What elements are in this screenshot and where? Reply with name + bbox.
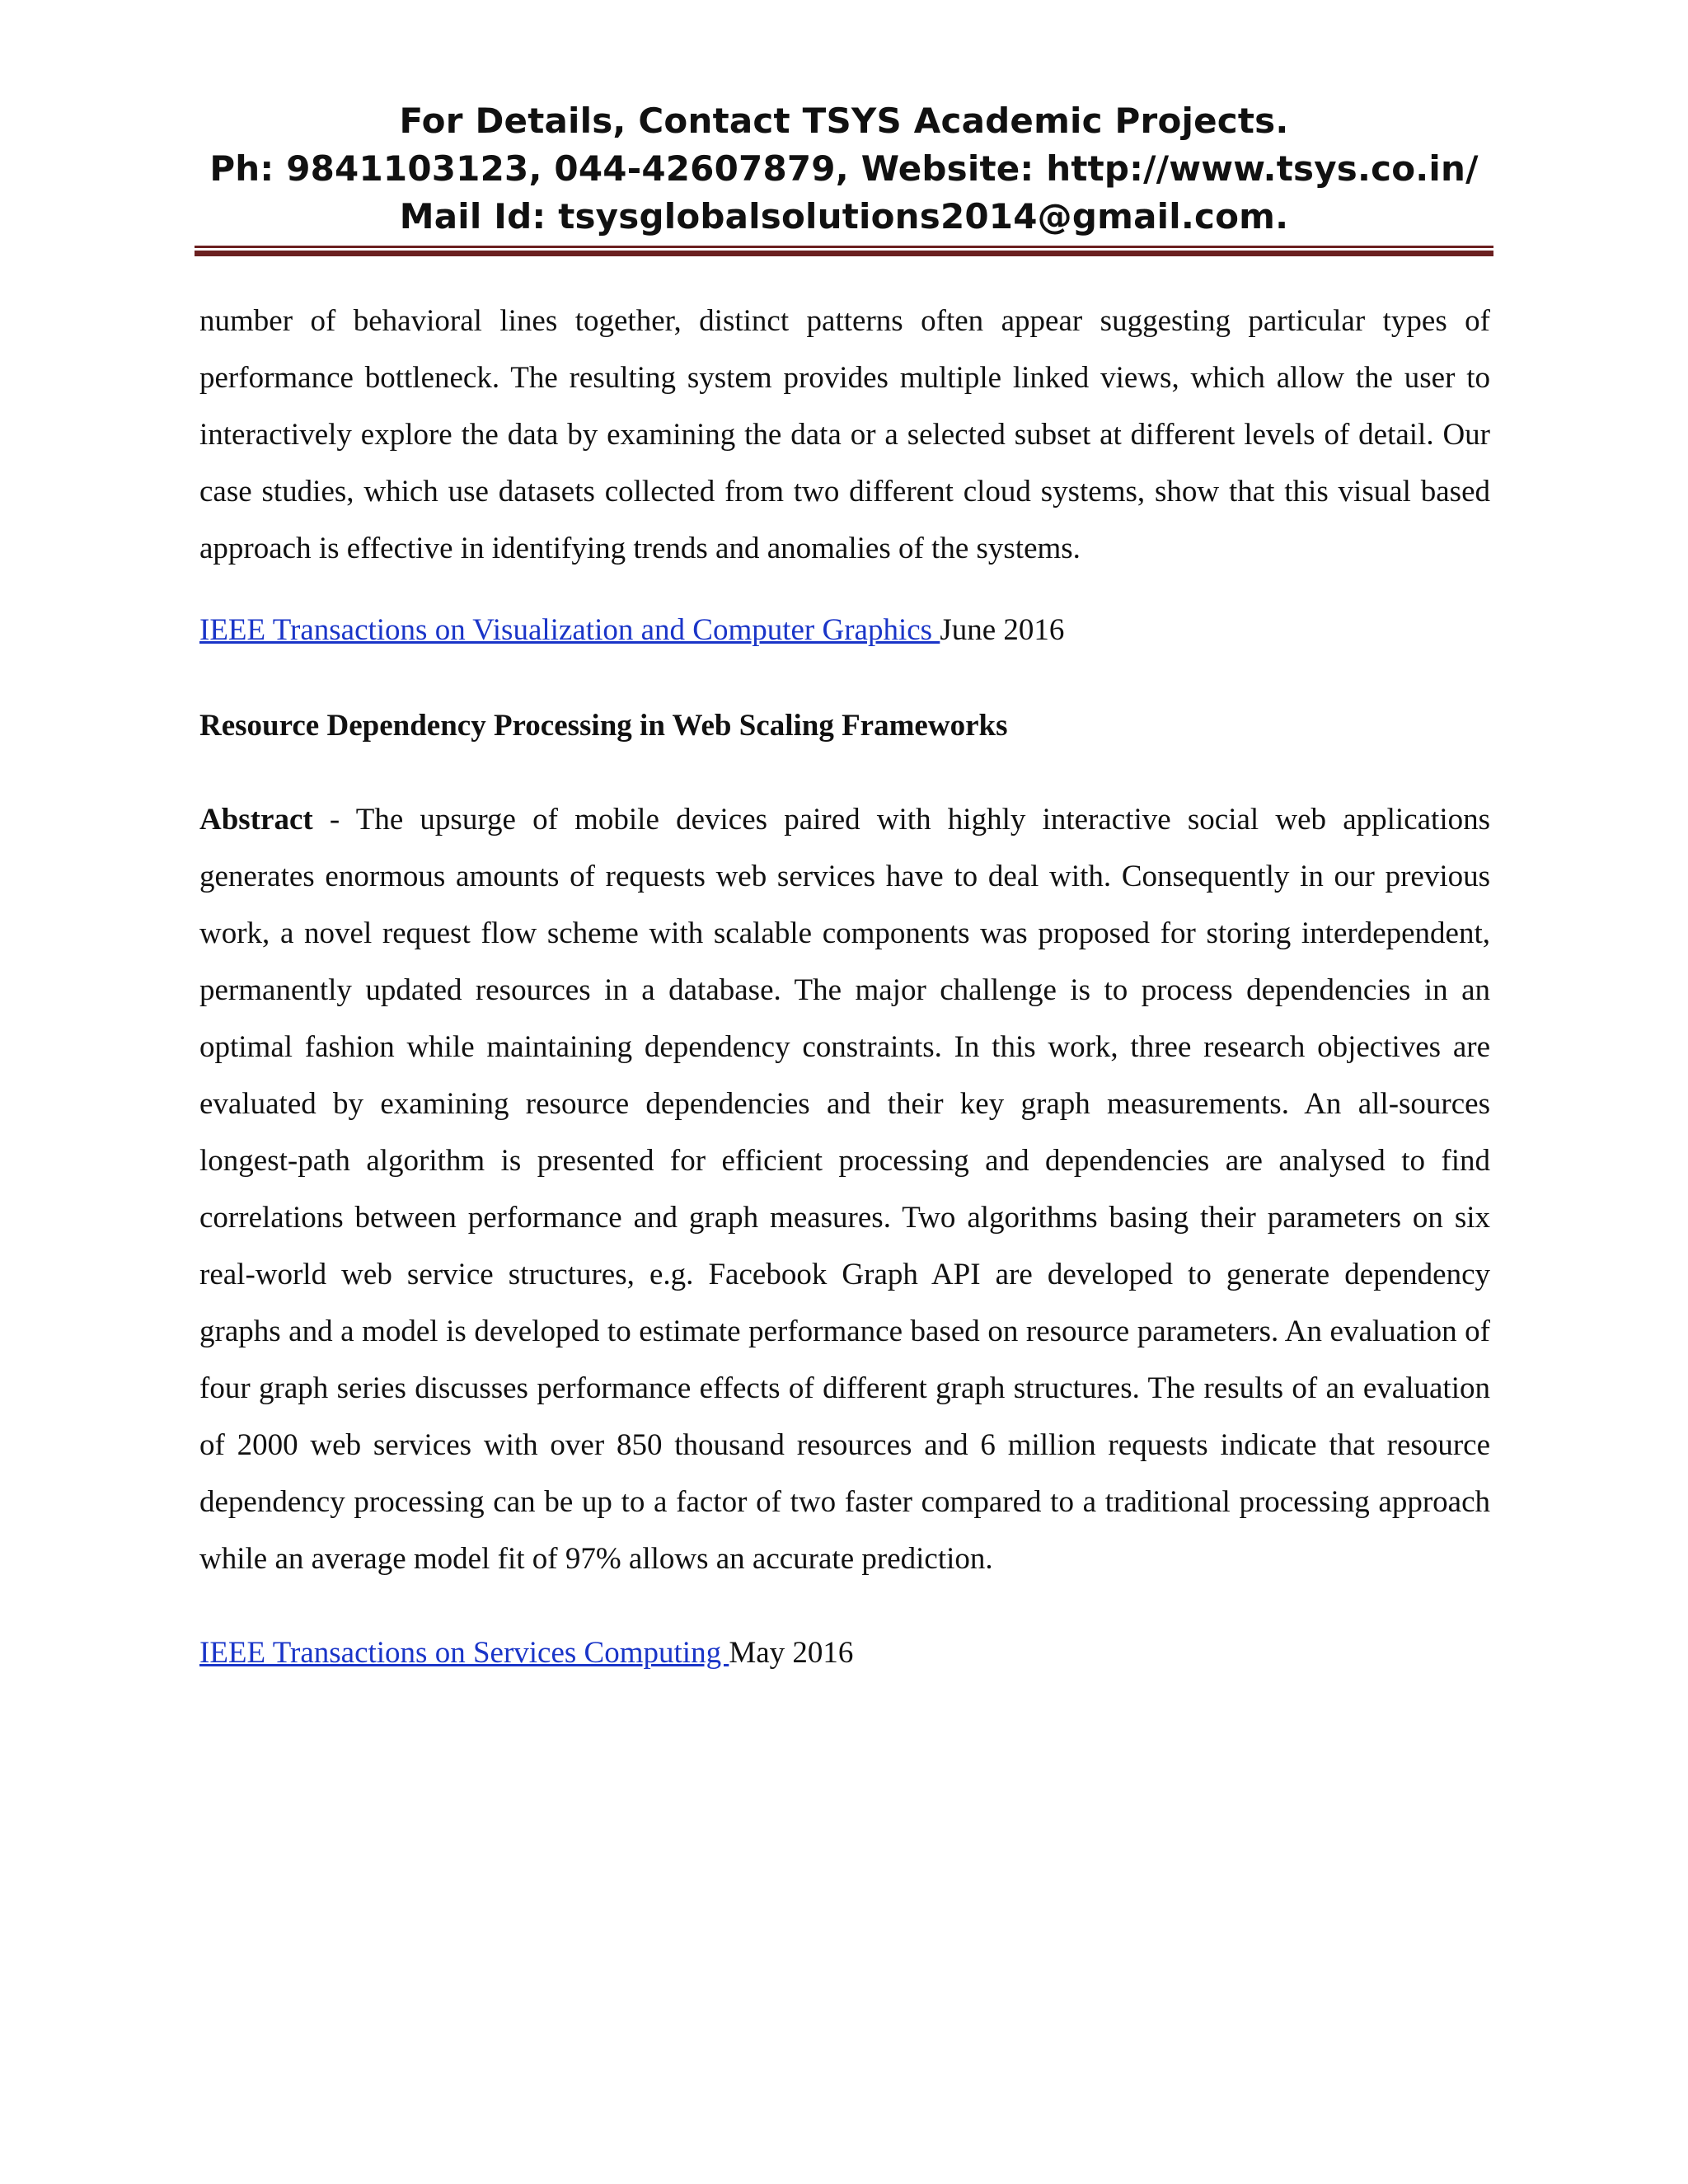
header-email-line: Mail Id: tsysglobalsolutions2014@gmail.com. [399, 196, 1289, 237]
abstract-paragraph [199, 791, 1490, 1587]
page-header [195, 97, 1493, 241]
header-divider-thick [195, 251, 1493, 256]
reference-services [199, 1624, 1490, 1681]
header-phone-website-line: Ph: 9841103123, 044-42607879, Website: http://www.tsys.co.in/ [209, 148, 1479, 189]
paper-title: Resource Dependency Processing in Web Scaling Frameworks [199, 709, 1008, 743]
intro-paragraph: number of behavioral lines together, distinct patterns often appear suggesting particular types of performance bottleneck. The resulting system provides multiple linked views, which allow the user to interactively explore the data by examining the data or a selected subset at different levels of detail. Our case studies, which use datasets collected from two different cloud systems, show that this visual based approach is effective in identifying trends and anomalies of the systems. [199, 304, 1490, 565]
header-divider-thin [195, 246, 1493, 248]
journal-link-visualization[interactable]: IEEE Transactions on Visualization and Computer Graphics [199, 613, 940, 647]
header-contact-line: For Details, Contact TSYS Academic Projects. [399, 101, 1289, 141]
reference-date: May 2016 [729, 1636, 854, 1670]
reference-visualization [199, 602, 1490, 658]
abstract-text: - The upsurge of mobile devices paired with highly interactive social web applications generates enormous amounts of requests web services have to deal with. Consequently in our previous work, a novel request flow scheme with scalable components was proposed for storing interdependent, permanently updated resources in a database. The major challenge is to process dependencies in an optimal fashion while maintaining dependency constraints. In this work, three research objectives are evaluated by examining resource dependencies and their key graph measurements. An all-sources longest-path algorithm is presented for efficient processing and dependencies are analysed to find correlations between performance and graph measures. Two algorithms basing their parameters on six real-world web service structures, e.g. Facebook Graph API are developed to generate dependency graphs and a model is developed to estimate performance based on resource parameters. An evaluation of four graph series discusses performance effects of different graph structures. The results of an evaluation of 2000 web services with over 850 thousand resources and 6 million requests indicate that resource dependency processing can be up to a factor of two faster compared to a traditional processing approach while an average model fit of 97% allows an accurate prediction. [199, 803, 1490, 1576]
reference-date: June 2016 [940, 613, 1065, 647]
abstract-label: Abstract [199, 803, 313, 837]
page-body [199, 293, 1490, 1681]
journal-link-services[interactable]: IEEE Transactions on Services Computing [199, 1636, 729, 1670]
